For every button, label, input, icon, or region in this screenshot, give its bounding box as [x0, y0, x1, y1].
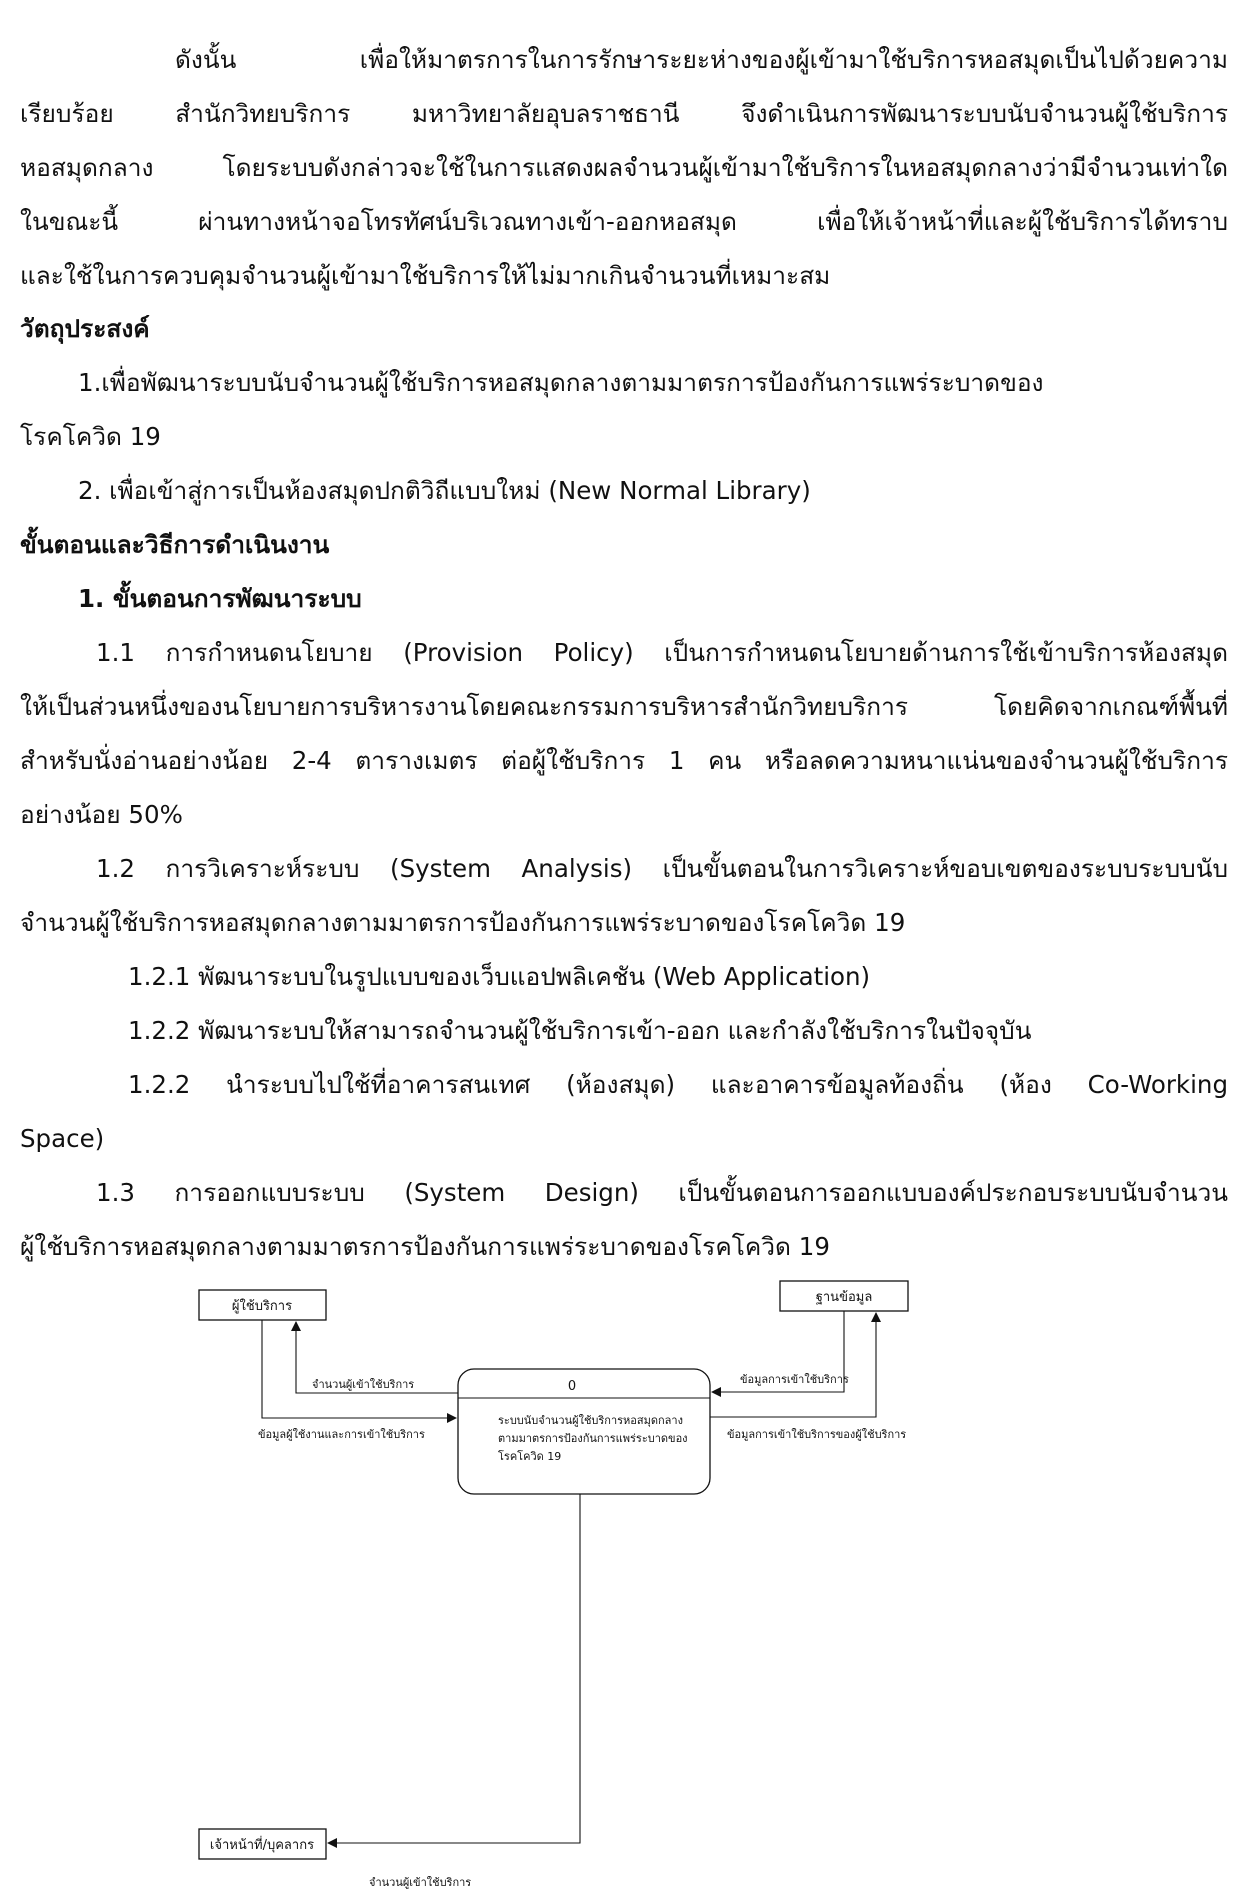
process-title-line-1: ระบบนับจำนวนผู้ใช้บริการหอสมุดกลาง: [498, 1414, 683, 1427]
intro-line-4: ในขณะนี้ ผ่านทางหน้าจอโทรทัศน์บริเวณทางเข้า-ออกหอสมุด เพื่อให้เจ้าหน้าที่และผู้ใช้บริการได้ทราบ: [20, 207, 1228, 236]
objectives-heading: วัตถุประสงค์: [20, 314, 150, 343]
intro-line-2: เรียบร้อย สำนักวิทยบริการ มหาวิทยาลัยอุบลราชธานี จึงดำเนินการพัฒนาระบบนับจำนวนผู้ใช้บริการ: [20, 99, 1228, 128]
intro-line-5: และใช้ในการควบคุมจำนวนผู้เข้ามาใช้บริการให้ไม่มากเกินจำนวนที่เหมาะสม: [20, 261, 831, 290]
step-1-1-line-4: อย่างน้อย 50%: [20, 800, 183, 829]
step-1-3-line-1: 1.3 การออกแบบระบบ (System Design) เป็นขั้นตอนการออกแบบองค์ประกอบระบบนับจำนวน: [96, 1178, 1228, 1207]
flow-db-to-process-label: ข้อมูลการเข้าใช้บริการ: [740, 1373, 849, 1386]
step-1-1-line-2: ให้เป็นส่วนหนึ่งของนโยบายการบริหารงานโดยคณะกรรมการบริหารสำนักวิทยบริการ โดยคิดจากเกณฑ์พื้นที่: [20, 692, 1228, 721]
step-1-2-2-b-line-2: Space): [20, 1124, 105, 1153]
procedure-heading: ขั้นตอนและวิธีการดำเนินงาน: [20, 530, 330, 559]
step-1-2-line-1: 1.2 การวิเคราะห์ระบบ (System Analysis) เป็นขั้นตอนในการวิเคราะห์ขอบเขตของระบบระบบนับ: [96, 854, 1228, 883]
process-title-line-3: โรคโควิด 19: [498, 1450, 562, 1463]
process-title-line-2: ตามมาตรการป้องกันการแพร่ระบาดของ: [498, 1432, 688, 1445]
intro-line-1: ดังนั้น เพื่อให้มาตรการในการรักษาระยะห่างของผู้เข้ามาใช้บริการหอสมุดเป็นไปด้วยความ: [175, 45, 1228, 74]
flow-process-to-db-label: ข้อมูลการเข้าใช้บริการของผู้ใช้บริการ: [727, 1428, 907, 1441]
process-number: 0: [567, 1379, 577, 1394]
objective-2: 2. เพื่อเข้าสู่การเป็นห้องสมุดปกติวิถีแบบใหม่ (New Normal Library): [78, 476, 811, 505]
flow-process-to-db-arrow: [710, 1313, 876, 1417]
step-1-2-line-2: จำนวนผู้ใช้บริการหอสมุดกลางตามมาตรการป้องกันการแพร่ระบาดของโรคโควิด 19: [20, 908, 906, 937]
flow-user-data-arrow: [262, 1320, 456, 1418]
step-1-2-2-b-line-1: 1.2.2 นำระบบไปใช้ที่อาคารสนเทศ (ห้องสมุด) และอาคารข้อมูลท้องถิ่น (ห้อง Co-Working: [128, 1070, 1228, 1099]
flow-user-data-label: ข้อมูลผู้ใช้งานและการเข้าใช้บริการ: [258, 1428, 425, 1441]
step-1-1-line-3: สำหรับนั่งอ่านอย่างน้อย 2-4 ตารางเมตร ต่อผู้ใช้บริการ 1 คน หรือลดความหนาแน่นของจำนวนผู้ใช้บริการ: [20, 746, 1228, 775]
intro-line-3: หอสมุดกลาง โดยระบบดังกล่าวจะใช้ในการแสดงผลจำนวนผู้เข้ามาใช้บริการในหอสมุดกลางว่ามีจำนวนเท่าใด: [20, 153, 1228, 182]
step-1-1-line-1: 1.1 การกำหนดนโยบาย (Provision Policy) เป็นการกำหนดนโยบายด้านการใช้เข้าบริการห้องสมุด: [96, 638, 1228, 667]
entity-database-label: ฐานข้อมูล: [815, 1290, 873, 1305]
flow-count-to-staff-label: จำนวนผู้เข้าใช้บริการ: [369, 1876, 472, 1889]
flow-count-to-staff-arrow: [328, 1494, 580, 1843]
procedure-subheading: 1. ขั้นตอนการพัฒนาระบบ: [78, 584, 362, 613]
step-1-3-line-2: ผู้ใช้บริการหอสมุดกลางตามมาตรการป้องกันการแพร่ระบาดของโรคโควิด 19: [20, 1232, 830, 1261]
objective-1-line-1: 1.เพื่อพัฒนาระบบนับจำนวนผู้ใช้บริการหอสมุดกลางตามมาตรการป้องกันการแพร่ระบาดของ: [78, 368, 1044, 397]
step-1-2-1: 1.2.1 พัฒนาระบบในรูปแบบของเว็บแอปพลิเคชัน (Web Application): [128, 962, 871, 991]
entity-user-label: ผู้ใช้บริการ: [231, 1299, 293, 1314]
entity-staff-label: เจ้าหน้าที่/บุคลากร: [209, 1838, 315, 1853]
step-1-2-2-a: 1.2.2 พัฒนาระบบให้สามารถจำนวนผู้ใช้บริการเข้า-ออก และกำลังใช้บริการในปัจจุบัน: [128, 1016, 1032, 1045]
flow-count-to-user-label: จำนวนผู้เข้าใช้บริการ: [312, 1378, 415, 1391]
objective-1-line-2: โรคโควิด 19: [20, 422, 161, 451]
